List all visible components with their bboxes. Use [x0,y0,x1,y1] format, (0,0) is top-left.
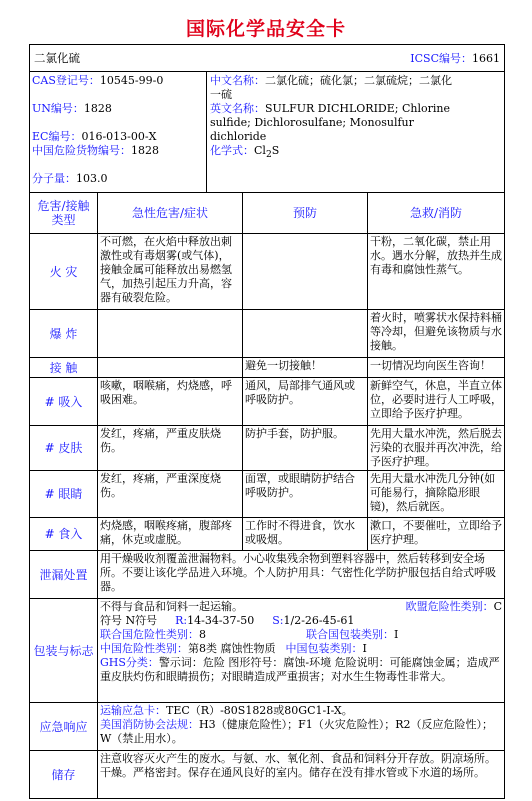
cn-dangerous-goods-number: 中国危险货物编号：1828 [32,144,159,157]
table-row: # 皮肤 发红，疼痛，严重皮肤烧伤。 防护手套，防护服。 先用大量水冲洗，然后脱去污染的衣服并再次冲洗，给予医疗护理。 [30,426,504,471]
row-type: 火 灾 [30,234,98,309]
row-type: 爆 炸 [30,310,98,357]
column-header-row [30,193,504,234]
packaging-content: 不得与食品和饲料一起运输。 欧盟危险性类别： C 符号 N符号 R: 14-34-37-50 S: 1/2-26-45-61 联合国危险性类别： 8 联合国包装类别： I 中国危险性类别： 第8类 腐蚀性物质 中国包装类别： I GHS分类：警示词：危险 图形符号：腐蚀-环境 危险说明：可能腐蚀金属；造成严重皮肤灼伤和眼睛损伤；对眼睛造成严重损害；对水生生物毒性非常大。 [100,600,502,683]
storage-row [30,751,504,798]
col-hazard: 急性危害/症状 [98,193,243,233]
table-row: 接 触 避免一切接触！ 一切情况均向医生咨询！ [30,358,504,378]
identifiers [30,72,207,192]
cn-name: 中文名称：二氯化硫；硫化氯；二氯硫烷；二氯化 [210,74,452,87]
spill-row [30,551,504,599]
table-row: 爆 炸 着火时，喷雾状水保持料桶等冷却，但避免该物质与水接触。 [30,310,504,358]
row-type: # 食入 [30,518,98,550]
table-row: # 食入 灼烧感，咽喉疼痛，腹部疼痛，休克或虚脱。 工作时不得进食，饮水或吸烟。 漱口，不要催吐，立即给予医疗护理。 [30,518,504,551]
identity-row [30,72,504,193]
icsc-number: ICSC编号：1661 [410,52,500,65]
table-row: # 眼睛 发红，疼痛，严重深度烧伤。 面罩，或眼睛防护结合呼吸防护。 先用大量水冲洗几分钟(如可能易行，摘除隐形眼镜)，然后就医。 [30,471,504,518]
packaging-label: 包装与标志 [30,599,98,702]
chemical-formula: 化学式：$Cl_2S$ [210,144,280,161]
card-title: 国际化学品安全卡 [185,18,346,40]
spill-label: 泄漏处置 [30,551,98,598]
storage-text: 注意收容灭火产生的废水。与氨、水、氧化剂、食品和饲料分开存放。阴凉场所。干燥。严格密封。保存在通风良好的室内。储存在没有排水管或下水道的场所。 [100,752,496,779]
row-type: # 眼睛 [30,471,98,517]
emergency-content: 运输应急卡：TEC（R）-80S1828或80GC1-I-X。 美国消防协会法规：H3（健康危险性）；F1（火灾危险性）；R2（反应危险性）；W（禁止用水）。 [100,704,494,745]
ec-number: EC编号：016-013-00-X [32,130,157,143]
molecular-weight: 分子量：103.0 [32,172,108,185]
emergency-label: 应急响应 [30,703,98,750]
emergency-row [30,703,504,751]
cas-number: CAS登记号：10545-99-0 [32,74,164,87]
en-name: 英文名称：SULFUR DICHLORIDE; Chlorine [210,102,450,115]
un-number: UN编号：1828 [32,102,112,115]
header-row [30,45,504,72]
spill-text: 用干燥吸收剂覆盖泄漏物料。小心收集残余物到塑料容器中，然后转移到安全场所。不要让该化学品进入环境。个人防护用具：气密性化学防护服包括自给式呼吸器。 [100,552,496,593]
row-type: # 吸入 [30,378,98,425]
safety-card [29,44,505,799]
names: 中文名称：二氯化硫；硫化氯；二氯硫烷；二氯化 一硫 英文名称：SULFUR DICHLORIDE; Chlorine sulfide; Dichlorosulfane; Monosulfur dichloride 化学式：$Cl_2S$ [207,72,504,192]
table-row: # 吸入 咳嗽，咽喉痛，灼烧感，呼吸困难。 通风，局部排气通风或呼吸防护。 新鲜空气，休息，半直立体位，必要时进行人工呼吸，立即给予医疗护理。 [30,378,504,426]
packaging-row [30,599,504,703]
col-type: 危害/接触 类型 [30,193,98,233]
storage-label: 储存 [30,751,98,798]
row-type: 接 触 [30,358,98,377]
col-prevention: 预防 [243,193,368,233]
row-type: # 皮肤 [30,426,98,470]
col-aid: 急救/消防 [409,206,463,220]
chemical-name: 二氯化硫 [34,51,80,65]
table-row: 火 灾 不可燃，在火焰中释放出刺激性或有毒烟雾(或气体)，接触金属可能释放出易燃氢气，加热引起压力升高，容器有破裂危险。 干粉，二氧化碳，禁止用水。遇水分解，放热并生成有毒和腐蚀性蒸气。 [30,234,504,310]
